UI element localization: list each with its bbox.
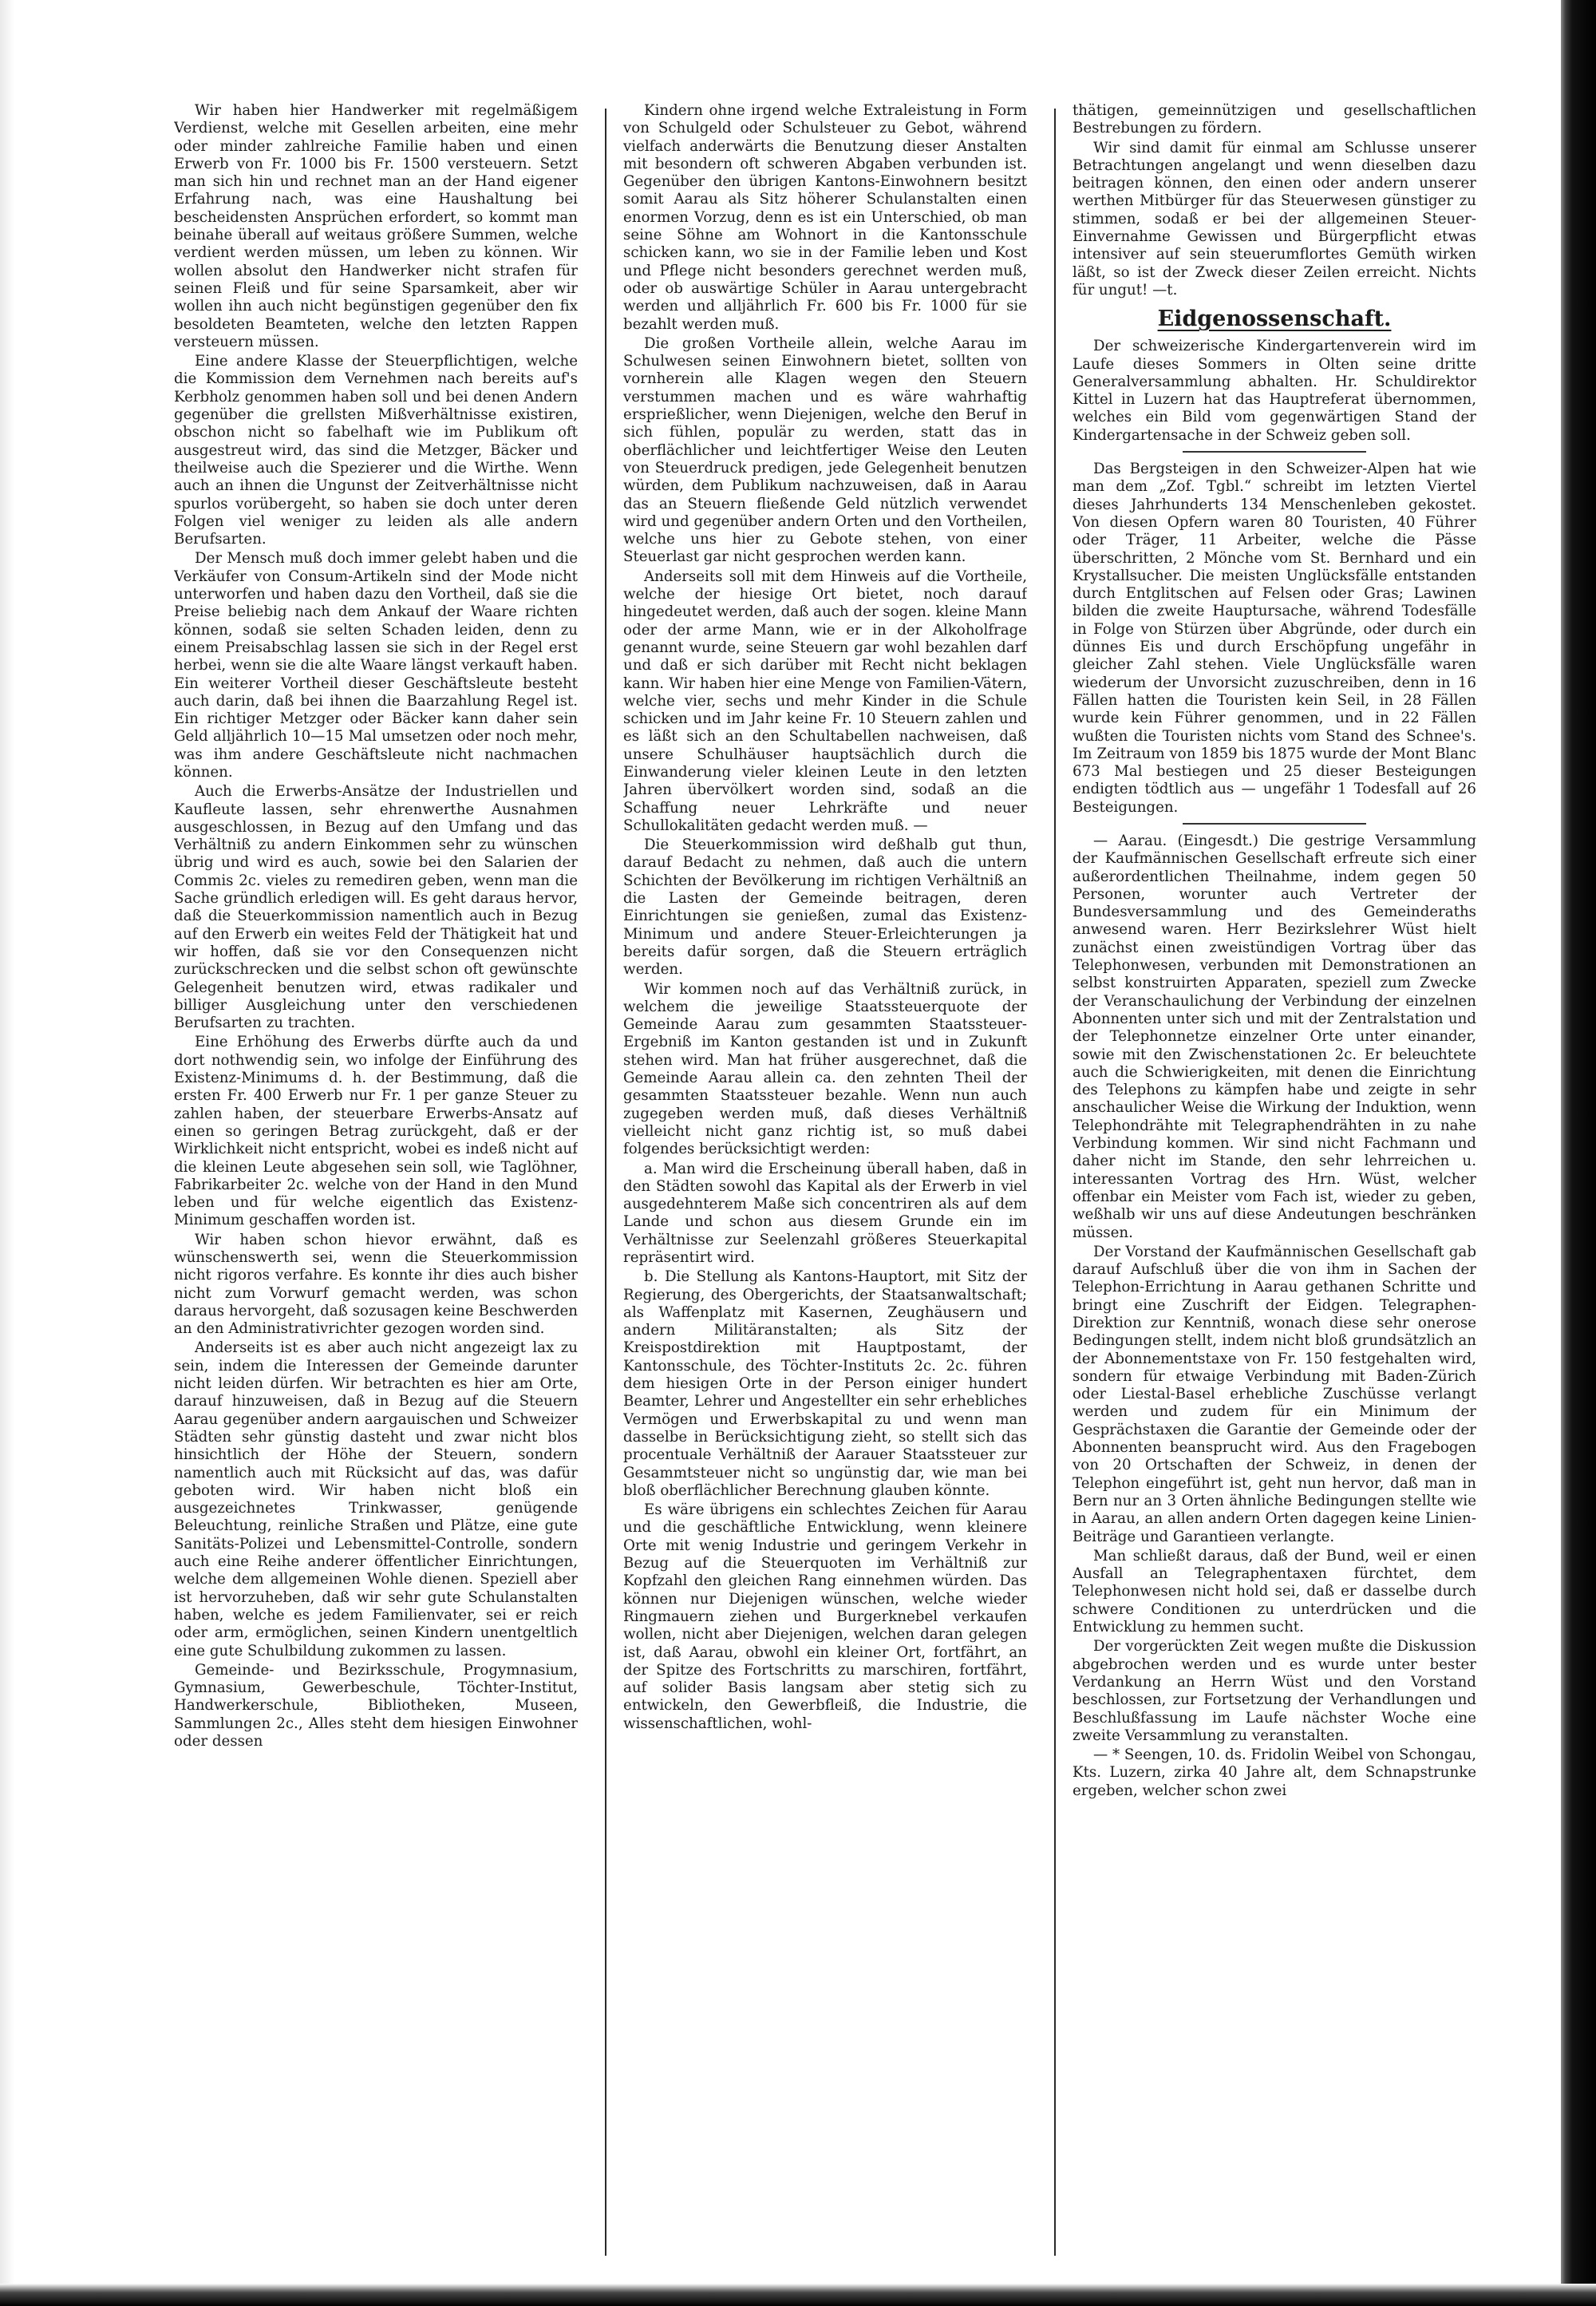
paragraph: Eine andere Klasse der Steuerpflichtigen, welche die Kommission dem Vernehmen nach bereits auf's Kerbholz genommen haben soll und bei denen Andern gegenüber die grellsten Mißverhältnisse existiren, obschon nicht so fabelhaft wie im Publikum oft ausgestreut wird, das sind die Metzger, Bäcker und theilweise auch die Spezierer und die Wirthe. Wenn auch an ihnen die Ungunst der Zeitverhältnisse nicht spurlos vorübergeht, so haben sie doch unter deren Folgen viel weniger zu leiden als alle andern Berufsarten. xyxy=(174,353,578,548)
paragraph: thätigen, gemeinnützigen und gesellschaftlichen Bestrebungen zu fördern. xyxy=(1073,102,1476,137)
paragraph: Wir haben hier Handwerker mit regelmäßigem Verdienst, welche mit Gesellen arbeiten, eine mehr oder minder zahlreiche Familie haben und einen Erwerb von Fr. 1000 bis Fr. 1500 versteuern. Setzt man sich hin und rechnet man an der Hand eigener Erfahrung nach, was eine Haushaltung bei bescheidensten Ansprüchen erfordert, so kommt man beinahe überall auf weitaus größere Summen, welche verdient werden müssen, um leben zu können. Wir wollen absolut den Handwerker nicht strafen für seinen Fleiß und für seine Sparsamkeit, aber wir wollen ihn auch nicht begünstigen gegenüber den fix besoldeten Beamteten, welche den letzten Rappen versteuern müssen. xyxy=(174,102,578,350)
paragraph: Es wäre übrigens ein schlechtes Zeichen für Aarau und die geschäftliche Entwicklung, wenn kleinere Orte mit wenig Industrie und geringem Verkehr in Bezug auf die Steuerquoten im Verhältniß zur Kopfzahl den gleichen Rang einnehmen würden. Das können nur Diejenigen wünschen, welche wieder Ringmauern ziehen und Burgerknebel verkaufen wollen, nicht aber Diejenigen, welchen daran gelegen ist, daß Aarau, obwohl ein kleiner Ort, fortfährt, an der Spitze des Fortschritts zu marschiren, fortfährt, auf solider Basis langsam aber stetig sich zu entwickeln, den Gewerbfleiß, die Industrie, die wissenschaftlichen, wohl- xyxy=(623,1501,1027,1732)
column-left xyxy=(174,102,578,2257)
paragraph: Der Vorstand der Kaufmännischen Gesellschaft gab darauf Aufschluß über die von ihm in Sachen der Telephon-Errichtung in Aarau gethanen Schritte und bringt eine Zuschrift der Eidgen. Telegraphen-Direktion zur Kenntniß, wonach diese sehr onerose Bedingungen stellt, indem nicht bloß grundsätzlich an der Abonnementstaxe von Fr. 150 festgehalten wird, sondern für etwaige Verbindung mit Baden-Zürich oder Liestal-Basel erhebliche Zuschüsse verlangt werden und zudem für ein Minimum der Gesprächstaxen die Garantie der Gemeinde oder der Abonnenten beansprucht wird. Aus den Fragebogen von 20 Ortschaften der Schweiz, in denen der Telephon eingeführt ist, geht nun hervor, daß man in Bern nur an 3 Orten ähnliche Bedingungen stellte wie in Aarau, an allen andern Orten dagegen keine Linien-Beiträge und Garantieen verlangte. xyxy=(1073,1243,1476,1545)
paragraph: Auch die Erwerbs-Ansätze der Industriellen und Kaufleute lassen, sehr ehrenwerthe Ausnahmen ausgeschlossen, in Bezug auf den Umfang und das Verhältniß zu andern Einkommen sehr zu wünschen übrig und wird es auch, sowie bei den Salarien der Commis 2c. vieles zu remediren geben, wenn man die Sache gründlich erledigen will. Es geht daraus hervor, daß die Steuerkommission namentlich auch in Bezug auf den Erwerb ein weites Feld der Thätigkeit hat und wir hoffen, daß sie vor den Consequenzen nicht zurückschrecken und die selbst schon oft gewünschte Gelegenheit benutzen wird, etwas radikaler und billiger Ausgleichung unter den verschiedenen Berufsarten zu trachten. xyxy=(174,783,578,1032)
article-aarau: — Aarau. (Eingesdt.) Die gestrige Versammlung der Kaufmännischen Gesellschaft erfreute sich einer außerordentlichen Theilnahme, indem gegen 50 Personen, worunter auch Vertreter der Bundesversammlung und des Gemeinderaths anwesend waren. Herr Bezirkslehrer Wüst hielt zunächst einen zweistündigen Vortrag über das Telephonwesen, verbunden mit Demonstrationen an selbst konstruirten Apparaten, speziell zum Zwecke der Veranschaulichung der Verbindung der einzelnen Abonnenten unter sich und mit der Zentralstation und der Telephonnetze einzelner Orte unter einander, sowie mit den Zwischenstationen 2c. Er beleuchtete auch die Schwierigkeiten, mit denen die Einrichtung des Telephons zu kämpfen habe und zeigte in sehr anschaulicher Weise die Wirkung der Induktion, wenn Telephondrähte mit Telegraphendrähten in zu nahe Verbindung kommen. Wir sind nicht Fachmann und daher nicht im Stande, den sehr lehrreichen u. interessanten Vortrag des Hrn. Wüst, welcher offenbar ein Meister vom Fach ist, wieder zu geben, weßhalb wir uns auf diese Andeutungen beschränken müssen. xyxy=(1073,832,1476,1241)
paragraph: Anderseits soll mit dem Hinweis auf die Vortheile, welche der hiesige Ort bietet, noch darauf hingedeutet werden, daß auch der sogen. kleine Mann oder der arme Mann, wie er in der Alkoholfrage genannt wurde, seine Steuern gar wohl bezahlen darf und daß er sich darüber mit Recht nicht beklagen kann. Wir haben hier eine Menge von Familien-Vätern, welche vier, sechs und mehr Kinder in die Schule schicken und im Jahr keine Fr. 10 Steuern zahlen und es läßt sich an den Schultabellen nachweisen, daß unsere Schulhäuser hauptsächlich durch die Einwanderung vieler kleinen Leute in den letzten Jahren übervölkert worden sind, sodaß an die Schaffung neuer Lehrkräfte und neuer Schullokalitäten gedacht werden muß. — xyxy=(623,568,1027,834)
column-middle xyxy=(623,102,1027,2257)
paragraph: Die Steuerkommission wird deßhalb gut thun, darauf Bedacht zu nehmen, daß auch die untern Schichten der Bevölkerung im richtigen Verhältniß an die Lasten der Gemeinde beitragen, deren Einrichtungen sie genießen, zumal das Existenz-Minimum und andere Steuer-Erleichterungen ja bereits dafür sorgen, daß die Steuern erträglich werden. xyxy=(623,837,1027,979)
paragraph: Kindern ohne irgend welche Extraleistung in Form von Schulgeld oder Schulsteuer zu Gebot, während vielfach anderwärts die Benutzung dieser Anstalten mit besondern oft schweren Abgaben verbunden ist. Gegenüber den übrigen Kantons-Einwohnern besitzt somit Aarau als Sitz höherer Schulanstalten einen enormen Vorzug, denn es ist ein Unterschied, ob man seine Söhne am Wohnort in die Kantonsschule schicken kann, wo sie in der Familie leben und Kost und Pflege nicht besonders gerechnet werden muß, oder ob auswärtige Schüler in Aarau untergebracht werden und alljährlich Fr. 600 bis Fr. 1000 für sie bezahlt werden muß. xyxy=(623,102,1027,333)
paragraph: Anderseits ist es aber auch nicht angezeigt lax zu sein, indem die Interessen der Gemeinde darunter nicht leiden dürfen. Wir betrachten es hier am Orte, darauf hinzuweisen, daß in Bezug auf die Steuern Aarau gegenüber andern aargauischen und Schweizer Städten sehr günstig dasteht und zwar nicht blos hinsichtlich der Höhe der Steuern, sondern namentlich auch mit Rücksicht auf das, was dafür geboten wird. Wir haben nicht bloß ein ausgezeichnetes Trinkwasser, genügende Beleuchtung, reinliche Straßen und Plätze, eine gute Sanitäts-Polizei und Lebensmittel-Controlle, sondern auch eine Reihe anderer öffentlicher Einrichtungen, welche dem allgemeinen Wohle dienen. Speziell aber ist hervorzuheben, daß wir sehr gute Schulanstalten haben, welche es jedem Familienvater, sei er reich oder arm, ermöglichen, seinen Kindern unentgeltlich eine gute Schulbildung zukommen zu lassen. xyxy=(174,1339,578,1659)
scan-bottom-edge xyxy=(0,2284,1596,2306)
paragraph: Man schließt daraus, daß der Bund, weil er einen Ausfall an Telegraphentaxen fürchtet, dem Telephonwesen nicht hold sei, daß er dasselbe durch schwere Conditionen zu unterdrücken und die Entwicklung zu hemmen sucht. xyxy=(1073,1547,1476,1636)
paragraph: Eine Erhöhung des Erwerbs dürfte auch da und dort nothwendig sein, wo infolge der Einführung des Existenz-Minimums d. h. der Bestimmung, daß die ersten Fr. 400 Erwerb nur Fr. 1 per ganze Steuer zu zahlen haben, der steuerbare Erwerbs-Ansatz auf einen so geringen Betrag zurückgeht, daß er der Wirklichkeit nicht entspricht, wobei es indeß nicht auf die kleinen Leute abgesehen sein soll, wie Taglöhner, Fabrikarbeiter 2c. welche von der Hand in den Mund leben und für welche eigentlich das Existenz-Minimum geschaffen worden ist. xyxy=(174,1034,578,1229)
article-seengen: — * Seengen, 10. ds. Fridolin Weibel von Schongau, Kts. Luzern, zirka 40 Jahre alt, dem Schnapstrunke ergeben, welcher schon zwei xyxy=(1073,1746,1476,1799)
paragraph: Wir kommen noch auf das Verhältniß zurück, in welchem die jeweilige Staatssteuerquote der Gemeinde Aarau zum gesammten Staatssteuer-Ergebniß im Kanton gestanden ist und in Zukunft stehen wird. Man hat früher ausgerechnet, daß die Gemeinde Aarau allein ca. den zehnten Theil der gesammten Staatssteuer bezahle. Wenn nun auch zugegeben werden muß, daß dieses Verhältniß vielleicht nicht ganz richtig ist, so muß dabei folgendes berücksichtigt werden: xyxy=(623,980,1027,1158)
scan-right-edge xyxy=(1561,0,1596,2306)
column-rule xyxy=(1054,109,1056,2256)
paragraph: b. Die Stellung als Kantons-Hauptort, mit Sitz der Regierung, des Obergerichts, der Staatsanwaltschaft; als Waffenplatz mit Kasernen, Zeughäusern und andern Militäranstalten; als Sitz der Kreispostdirektion mit Hauptpostamt, der Kantonsschule, des Töchter-Instituts 2c. 2c. führen dem hiesigen Orte in der Person einiger hundert Beamter, Lehrer und Angestellter ein sehr erhebliches Vermögen und Erwerbskapital zu und wenn man dasselbe in Berücksichtigung zieht, so stellt sich das procentuale Verhältniß der Aarauer Staatssteuer zur Gesammtsteuer nicht so ungünstig dar, wie man bei bloß oberflächlicher Berechnung glauben könnte. xyxy=(623,1268,1027,1499)
paragraph: a. Man wird die Erscheinung überall haben, daß in den Städten sowohl das Kapital als der Erwerb in viel ausgedehnterem Maße sich concentriren als auf dem Lande und schon aus diesem Grunde ein im Verhältnisse zur Seelenzahl größeres Steuerkapital repräsentirt wird. xyxy=(623,1160,1027,1266)
article-separator xyxy=(1183,451,1366,453)
article-bergsteigen: Das Bergsteigen in den Schweizer-Alpen hat wie man dem „Zof. Tgbl.“ schreibt im letzten Viertel dieses Jahrhunderts 134 Menschenleben gekostet. Von diesen Opfern waren 80 Touristen, 40 Führer oder Träger, 11 Arbeiter, welche die Pässe überschritten, 2 Mönche vom St. Bernhard und ein Krystallsucher. Die meisten Unglücksfälle entstanden durch Entglitschen auf Felsen oder Gras; Lawinen bilden die zweite Hauptursache, während Todesfälle in Folge von Stürzen über Abgründe, oder durch ein dünnes Eis und durch Erschöpfung ungefähr in gleicher Zahl stehen. Viele Unglücksfälle waren wiederum der Unvorsicht zuzuschreiben, denn in 16 Fällen hatten die Touristen kein Seil, in 28 Fällen wurde kein Führer genommen, und in 22 Fällen wußten die Touristen nichts vom Stand des Schnee's. Im Zeitraum von 1859 bis 1875 wurde der Mont Blanc 673 Mal bestiegen und 25 dieser Besteigungen endigten tödtlich aus — ungefähr 1 Todesfall auf 26 Besteigungen. xyxy=(1073,461,1476,816)
article-kindergarten: Der schweizerische Kindergartenverein wird im Laufe dieses Sommers in Olten seine dritte Generalversammlung abhalten. Hr. Schuldirektor Kittel in Luzern hat das Hauptreferat übernommen, welches ein Bild vom gegenwärtigen Stand der Kindergartensache in der Schweiz geben soll. xyxy=(1073,338,1476,444)
paragraph: Wir haben schon hievor erwähnt, daß es wünschenswerth sei, wenn die Steuerkommission nicht rigoros verfahre. Es konnte ihr dies auch bisher nicht zum Vorwurf gemacht werden, was schon daraus hervorgeht, daß sozusagen keine Beschwerden an den Administrativrichter gezogen worden sind. xyxy=(174,1231,578,1338)
article-separator xyxy=(1183,823,1366,825)
column-right xyxy=(1073,102,1476,2257)
newspaper-page xyxy=(174,102,1476,2257)
paragraph: Der vorgerückten Zeit wegen mußte die Diskussion abgebrochen werden und es wurde unter bester Verdankung an Herrn Wüst und den Vorstand beschlossen, zur Fortsetzung der Verhandlungen und Beschlußfassung im Laufe nächster Woche eine zweite Versammlung zu veranstalten. xyxy=(1073,1638,1476,1744)
column-rule xyxy=(605,109,606,2256)
section-heading: Eidgenossenschaft. xyxy=(1157,307,1392,332)
scan-left-margin xyxy=(0,0,14,2306)
paragraph: Der Mensch muß doch immer gelebt haben und die Verkäufer von Consum-Artikeln sind der Mode nicht unterworfen und haben dazu den Vortheil, daß sie die Preise beliebig nach dem Ankauf der Waare richten können, sodaß sie selten Schaden leiden, denn zu einem Preisabschlag lassen sie sich in der Regel erst herbei, wenn sie die alte Waare längst verkauft haben. Ein weiterer Vortheil dieser Geschäftsleute besteht auch darin, daß bei ihnen die Baarzahlung Regel ist. Ein richtiger Metzger oder Bäcker kann daher sein Geld alljährlich 10—15 Mal umsetzen oder noch mehr, was ihm andere Geschäftsleute nicht nachmachen können. xyxy=(174,550,578,781)
paragraph: Die großen Vortheile allein, welche Aarau im Schulwesen seinen Einwohnern bietet, sollten von vornherein alle Klagen wegen den Steuern verstummen machen und es wäre wahrhaftig ersprießlicher, wenn Diejenigen, welche den Beruf in sich fühlen, populär zu werden, statt das in oberflächlicher und leichtfertiger Weise den Leuten von Steuerdruck predigen, jede Gelegenheit benutzen würden, dem Publikum nachzuweisen, daß in Aarau das an Steuern fließende Geld nützlich verwendet wird und gegenüber andern Orten und den Vortheilen, welche uns hier zu Gebote stehen, von einer Steuerlast gar nicht gesprochen werden kann. xyxy=(623,334,1027,566)
paragraph: Wir sind damit für einmal am Schlusse unserer Betrachtungen angelangt und wenn dieselben dazu beitragen können, den einen oder andern unserer werthen Mitbürger für das Steuerwesen günstiger zu stimmen, sodaß er bei der allgemeinen Steuer-Einvernahme Gewissen und Bürgerpflicht etwas intensiver auf sein steuerumflortes Gemüth wirken läßt, so ist der Zweck dieser Zeilen erreicht. Nichts für ungut! —t. xyxy=(1073,139,1476,299)
paragraph: Gemeinde- und Bezirksschule, Progymnasium, Gymnasium, Gewerbeschule, Töchter-Institut, Handwerkerschule, Bibliotheken, Museen, Sammlungen 2c., Alles steht dem hiesigen Einwohner oder dessen xyxy=(174,1661,578,1750)
